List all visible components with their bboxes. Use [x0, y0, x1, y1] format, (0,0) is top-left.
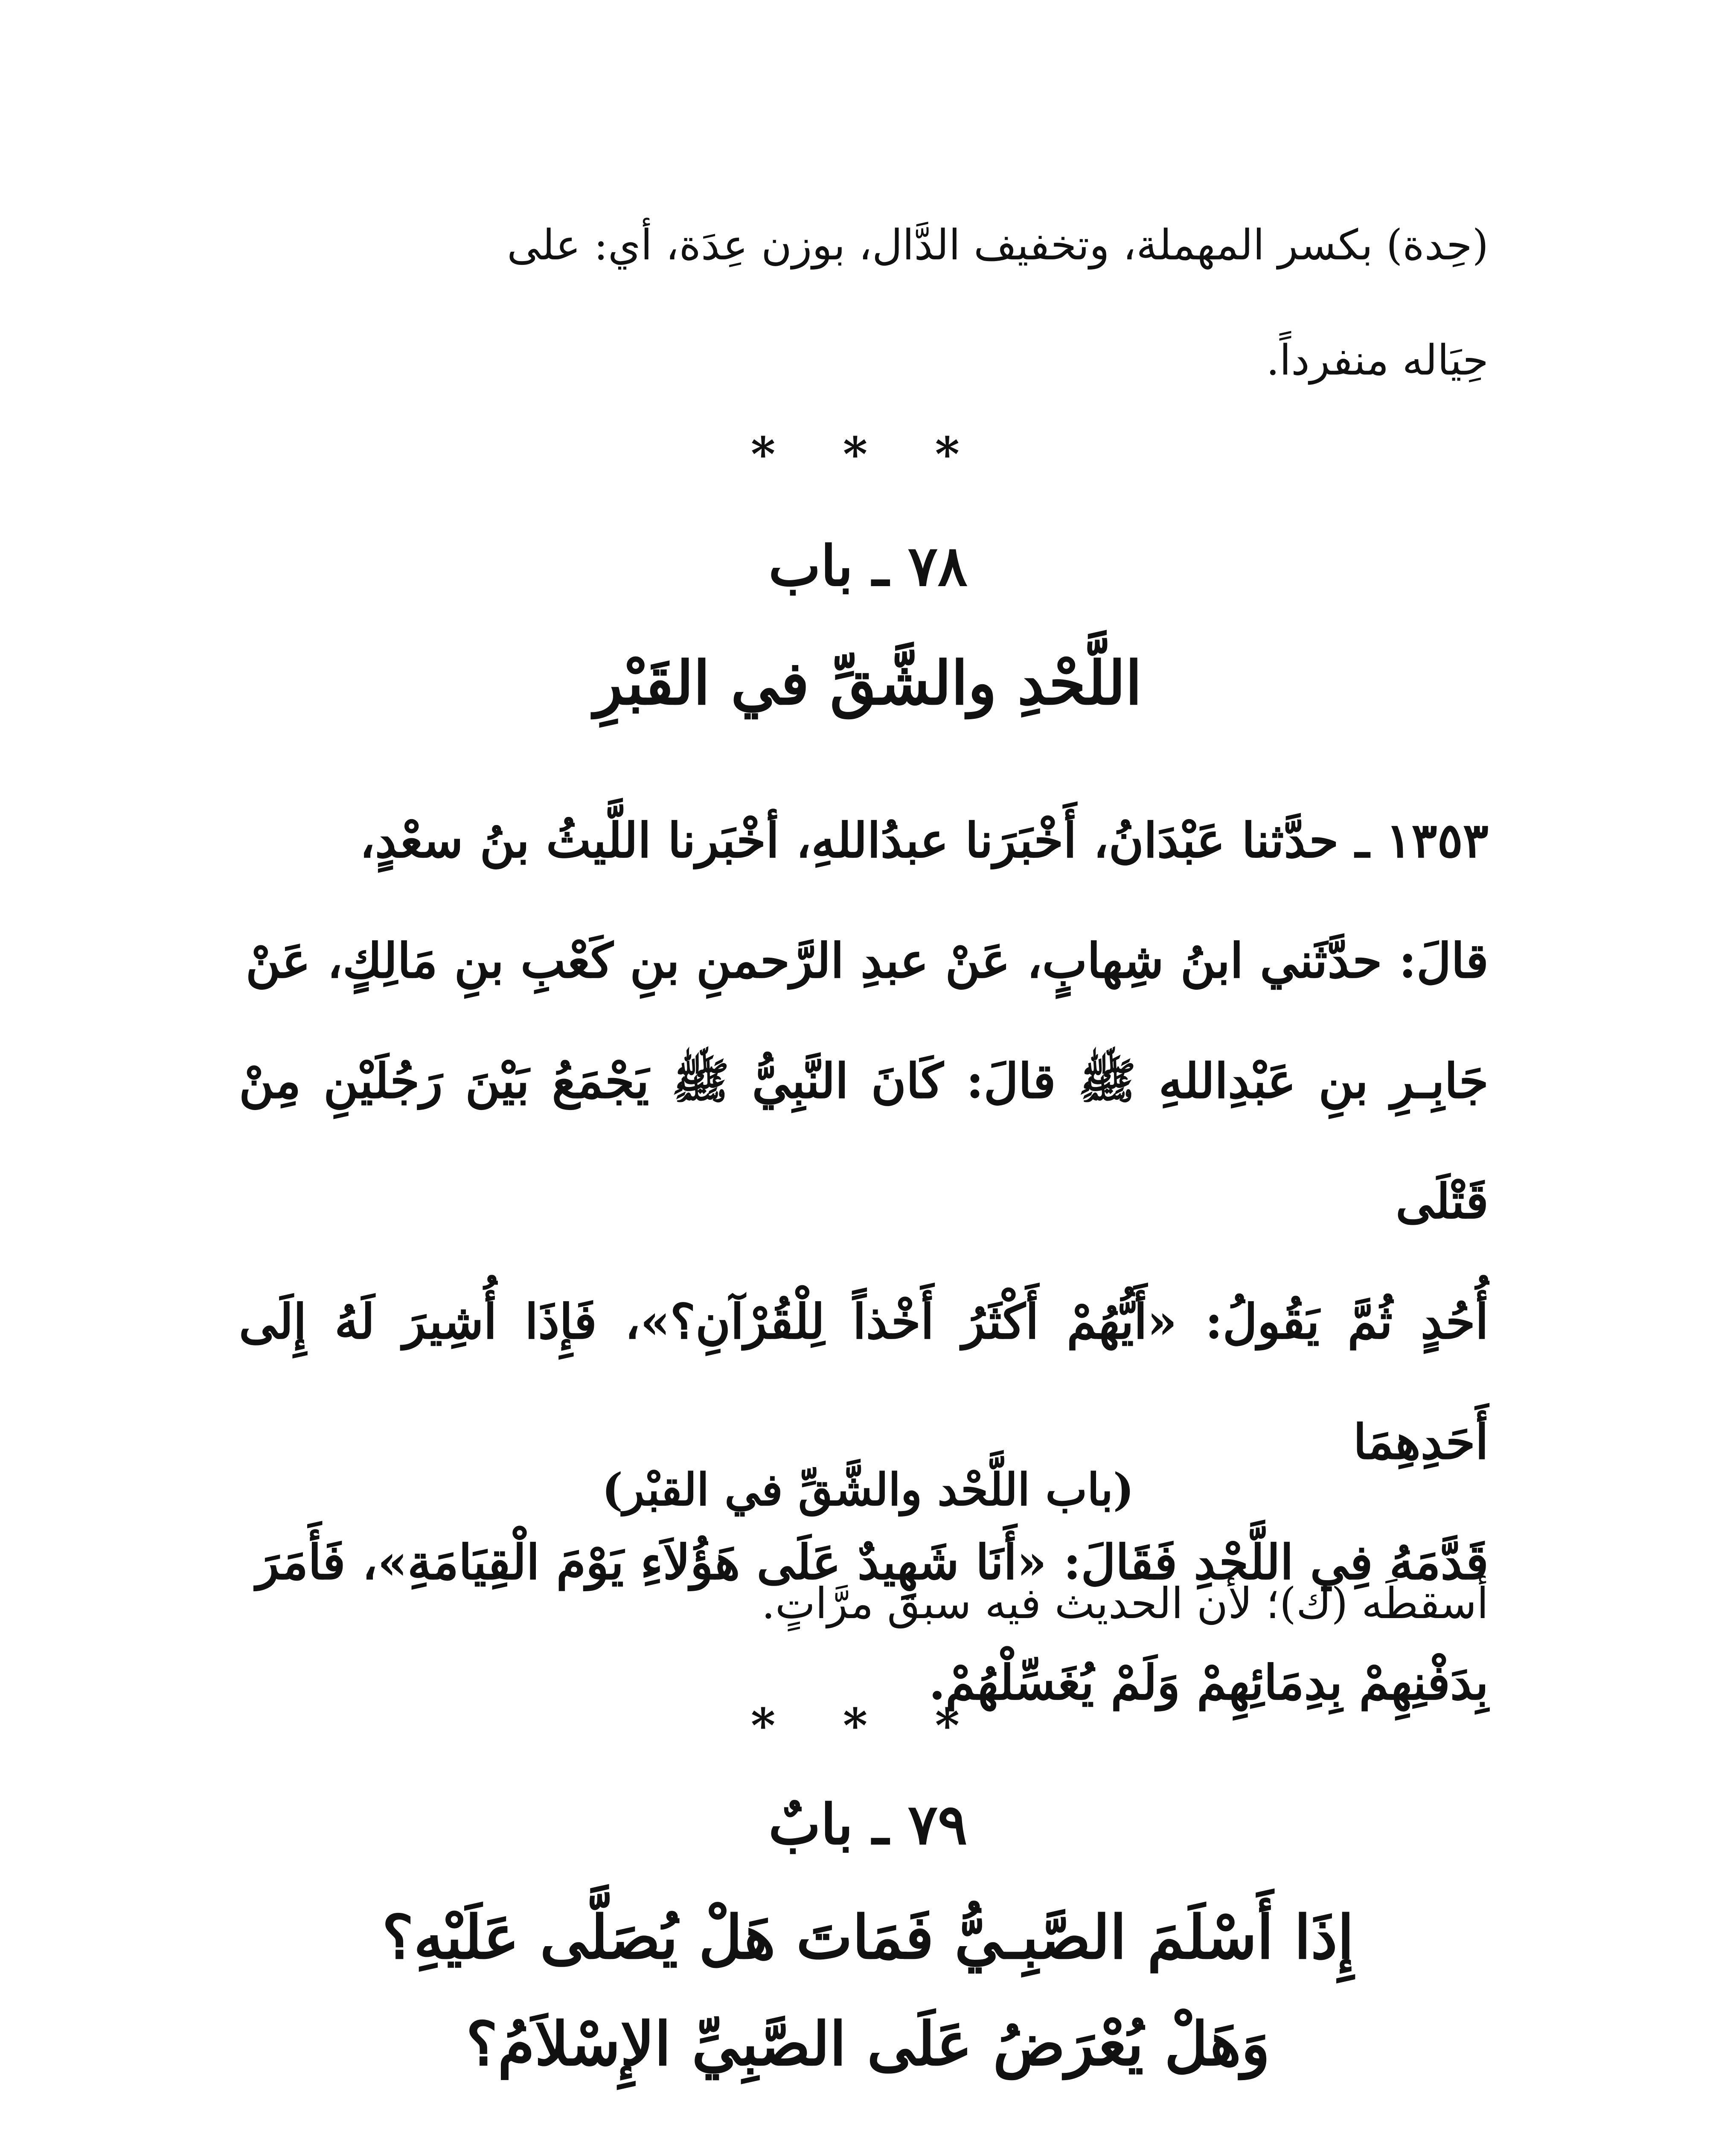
hadith-line: جَابِـرِ بنِ عَبْدِاللهِ ﷺ قالَ: كَانَ النَّبِيُّ ﷺ يَجْمَعُ بَيْنَ رَجُلَيْنِ مِنْ قَتْلَى: [239, 1053, 1489, 1229]
chapter-79-title-line-2: وَهَلْ يُعْرَضُ عَلَى الصَّبِيِّ الإِسْلاَمُ؟: [466, 2009, 1270, 2079]
hadith-line: ١٣٥٣ ـ حدَّثنا عَبْدَانُ، أَخْبَرَنا عبدُاللهِ، أخْبَرنا اللَّيثُ بنُ سعْدٍ،: [359, 813, 1489, 869]
hadith-line: أُحُدٍ ثُمَّ يَقُولُ: «أَيُّهُمْ أَكْثَرُ أَخْذاً لِلْقُرْآنِ؟»، فَإِذَا أُشِيرَ لَهُ إِلَى أَحَدِهِمَا: [239, 1294, 1489, 1470]
closing-line: [239, 2129, 1489, 2133]
top-note-line-2: حِيَاله منفرداً.: [1266, 336, 1489, 385]
separator-stars-1: * * *: [750, 427, 986, 482]
chapter-78-title: اللَّحْدِ والشَّقِّ في القَبْرِ: [594, 648, 1142, 718]
chapter-79-title-line-1: إِذَا أَسْلَمَ الصَّبِـيُّ فَمَاتَ هَلْ يُصَلَّى عَلَيْهِ؟: [382, 1903, 1354, 1973]
separator-stars-2: * * *: [750, 1698, 986, 1753]
commentary-heading: (باب اللَّحْد والشَّقِّ في القبْر): [602, 1463, 1134, 1516]
chapter-79-number: ٧٩ ـ بابٌ: [768, 1792, 968, 1857]
top-note-line-1: (حِدة) بكسر المهملة، وتخفيف الدَّال، بوزن عِدَة، أي: على: [507, 221, 1489, 270]
hadith-line: قالَ: حدَّثَني ابنُ شِهابٍ، عَنْ عبدِ الرَّحمنِ بنِ كَعْبِ بنِ مَالِكٍ، عَنْ: [245, 933, 1489, 989]
hadith-line: قَدَّمَهُ فِي اللَّحْدِ فَقَالَ: «أَنَا شَهِيدٌ عَلَى هَؤُلاَءِ يَوْمَ الْقِيَامَةِ»، فَأَمَرَ: [256, 1534, 1489, 1590]
commentary-text: أسقطَه (ك)؛ لأن الحديث فيه سبق مرَّاتٍ.: [762, 1578, 1489, 1628]
top-note: [239, 188, 1489, 418]
chapter-78-number: ٧٨ ـ باب: [768, 533, 968, 599]
hadith-line: بِدَفْنِهِمْ بِدِمَائِهِمْ وَلَمْ يُغَسِّلْهُمْ.: [929, 1655, 1489, 1711]
